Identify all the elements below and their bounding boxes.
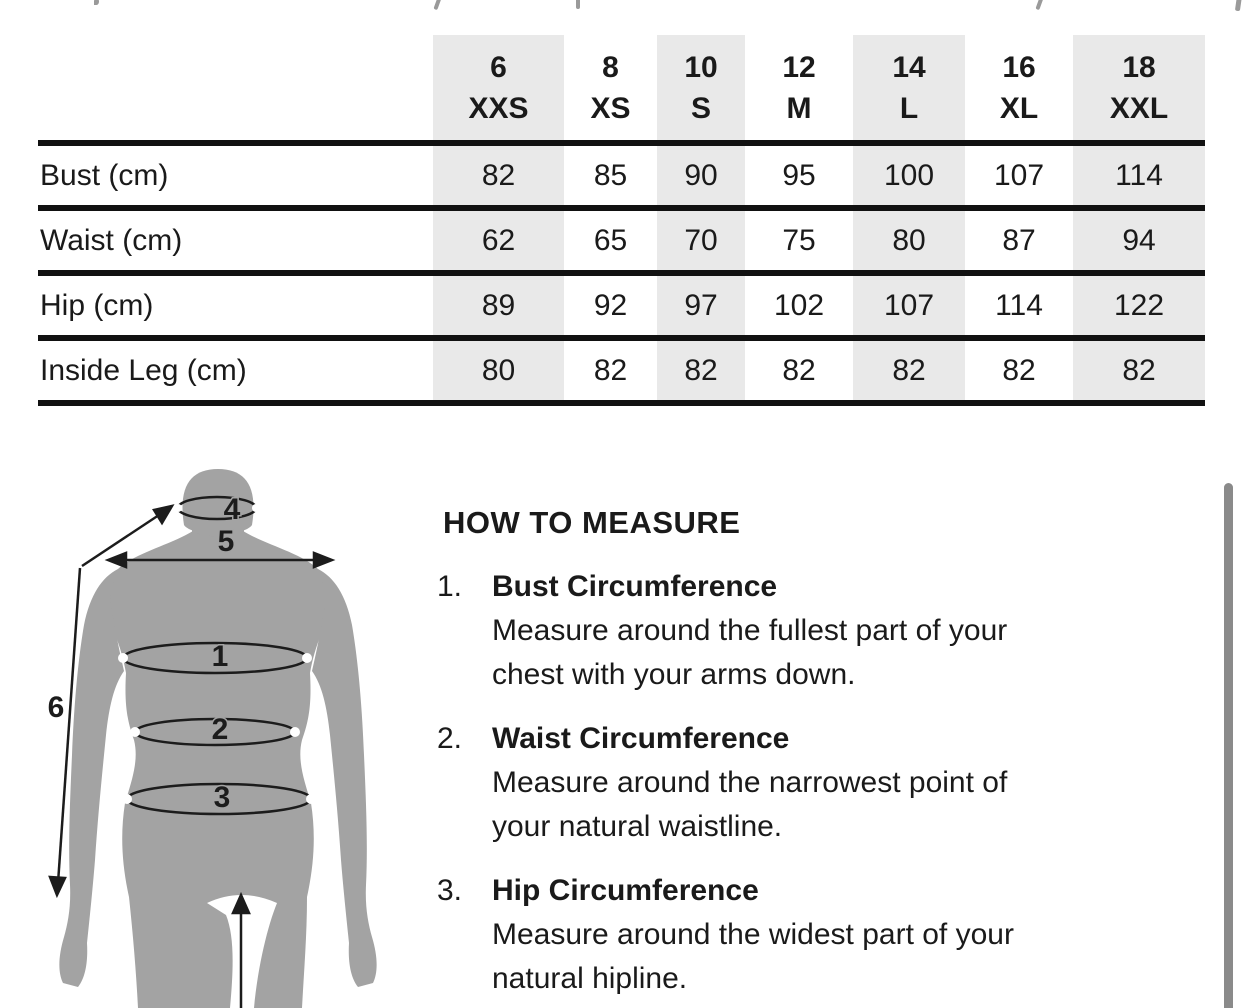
waist-value-xs: 65 [593, 223, 628, 257]
column-header-10-s [657, 35, 745, 140]
item-description-line: natural hipline. [492, 962, 688, 995]
cropped-text-fragment [1035, 0, 1044, 10]
size-number: 6 [490, 50, 507, 84]
bust-value-xxl: 114 [1073, 146, 1205, 205]
size-letter: XXL [1109, 91, 1169, 125]
bust-value-m: 95 [782, 158, 816, 192]
size-number: 18 [1122, 50, 1156, 84]
bust-value-xxs: 82 [433, 146, 564, 205]
body-measurement-diagram [30, 445, 410, 1008]
size-number: 8 [602, 50, 619, 84]
silhouette-right-arm [312, 569, 377, 987]
table-row-hip [38, 276, 1205, 341]
hip-value-l: 107 [853, 276, 965, 335]
table-row-waist [38, 211, 1205, 276]
item-number: 1. [437, 570, 463, 603]
waist-value-xxs: 62 [433, 211, 564, 270]
bust-value-s: 90 [657, 146, 745, 205]
hip-value-xl: 114 [995, 288, 1043, 322]
item-title: Bust Circumference [492, 570, 778, 603]
size-number: 16 [1002, 50, 1036, 84]
hip-value-xs: 92 [593, 288, 628, 322]
diagram-label-waist: 2 [211, 713, 229, 746]
item-description-line: Measure around the narrowest point of [492, 766, 1008, 799]
diagram-label-hip: 3 [213, 781, 231, 814]
item-description-line: Measure around the widest part of your [492, 918, 1014, 951]
measure-item-bust [437, 565, 1177, 697]
column-header-18-xxl [1073, 35, 1205, 140]
measure-item-waist [437, 717, 1177, 849]
waist-value-l: 80 [853, 211, 965, 270]
how-to-measure-section [437, 505, 1177, 1008]
bust-value-xl: 107 [993, 158, 1045, 192]
item-number: 2. [437, 722, 463, 755]
hip-value-s: 97 [657, 276, 745, 335]
item-title: Waist Circumference [492, 722, 790, 755]
silhouette-left-arm [59, 569, 124, 987]
column-header-14-l [853, 35, 965, 140]
column-header-12-m [745, 35, 853, 140]
inside-leg-value-xxs: 80 [433, 341, 564, 400]
column-header-8-xs [564, 35, 657, 140]
inside-leg-value-m: 82 [782, 353, 816, 387]
size-letter: XL [999, 91, 1039, 125]
item-description-line: chest with your arms down. [492, 658, 856, 691]
how-to-measure-heading: HOW TO MEASURE [443, 505, 741, 540]
size-letter: XS [590, 91, 631, 125]
size-number: 12 [782, 50, 816, 84]
diagram-label-shoulder: 5 [217, 525, 235, 558]
body-silhouette-figure [30, 445, 410, 1008]
cropped-text-fragment [1235, 0, 1242, 11]
hip-value-xxs: 89 [433, 276, 564, 335]
inside-leg-value-xxl: 82 [1073, 341, 1205, 400]
row-label: Hip (cm) [40, 288, 154, 322]
size-letter: M [786, 91, 812, 125]
inside-leg-value-xs: 82 [593, 353, 628, 387]
header-empty-cell [38, 35, 433, 140]
item-number: 3. [437, 874, 463, 907]
item-description-line: your natural waistline. [492, 810, 783, 843]
size-number: 10 [684, 50, 718, 84]
inside-leg-value-s: 82 [657, 341, 745, 400]
item-description-line: Measure around the fullest part of your [492, 614, 1008, 647]
diagram-label-bust: 1 [211, 640, 229, 673]
column-header-6-xxs [433, 35, 564, 140]
row-label: Bust (cm) [40, 158, 169, 192]
row-label: Waist (cm) [40, 223, 183, 257]
item-title: Hip Circumference [492, 874, 759, 907]
size-number: 14 [892, 50, 926, 84]
inside-leg-value-xl: 82 [1002, 353, 1036, 387]
measure-item-hip [437, 869, 1177, 1001]
vertical-scrollbar-thumb[interactable] [1224, 483, 1233, 1008]
inside-leg-value-l: 82 [853, 341, 965, 400]
bust-value-l: 100 [853, 146, 965, 205]
hip-value-m: 102 [773, 288, 825, 322]
diagram-label-sleeve: 6 [47, 691, 65, 724]
size-letter: XXS [468, 91, 529, 125]
table-row-bust [38, 146, 1205, 211]
size-letter: L [899, 91, 919, 125]
size-table [38, 35, 1205, 406]
size-letter: S [690, 91, 711, 125]
waist-value-xl: 87 [1002, 223, 1036, 257]
row-label: Inside Leg (cm) [40, 353, 247, 387]
silhouette-torso-legs [102, 531, 335, 1008]
cropped-text-fragment [433, 0, 442, 10]
column-header-16-xl [965, 35, 1073, 140]
waist-value-m: 75 [782, 223, 816, 257]
waist-value-xxl: 94 [1073, 211, 1205, 270]
waist-value-s: 70 [657, 211, 745, 270]
diagram-label-neck: 4 [223, 493, 241, 526]
cropped-text-fragment [94, 0, 99, 5]
cropped-text-fragment [576, 0, 580, 9]
bust-value-xs: 85 [593, 158, 628, 192]
table-row-inside-leg [38, 341, 1205, 406]
hip-value-xxl: 122 [1073, 276, 1205, 335]
size-table-header-row [38, 35, 1205, 146]
